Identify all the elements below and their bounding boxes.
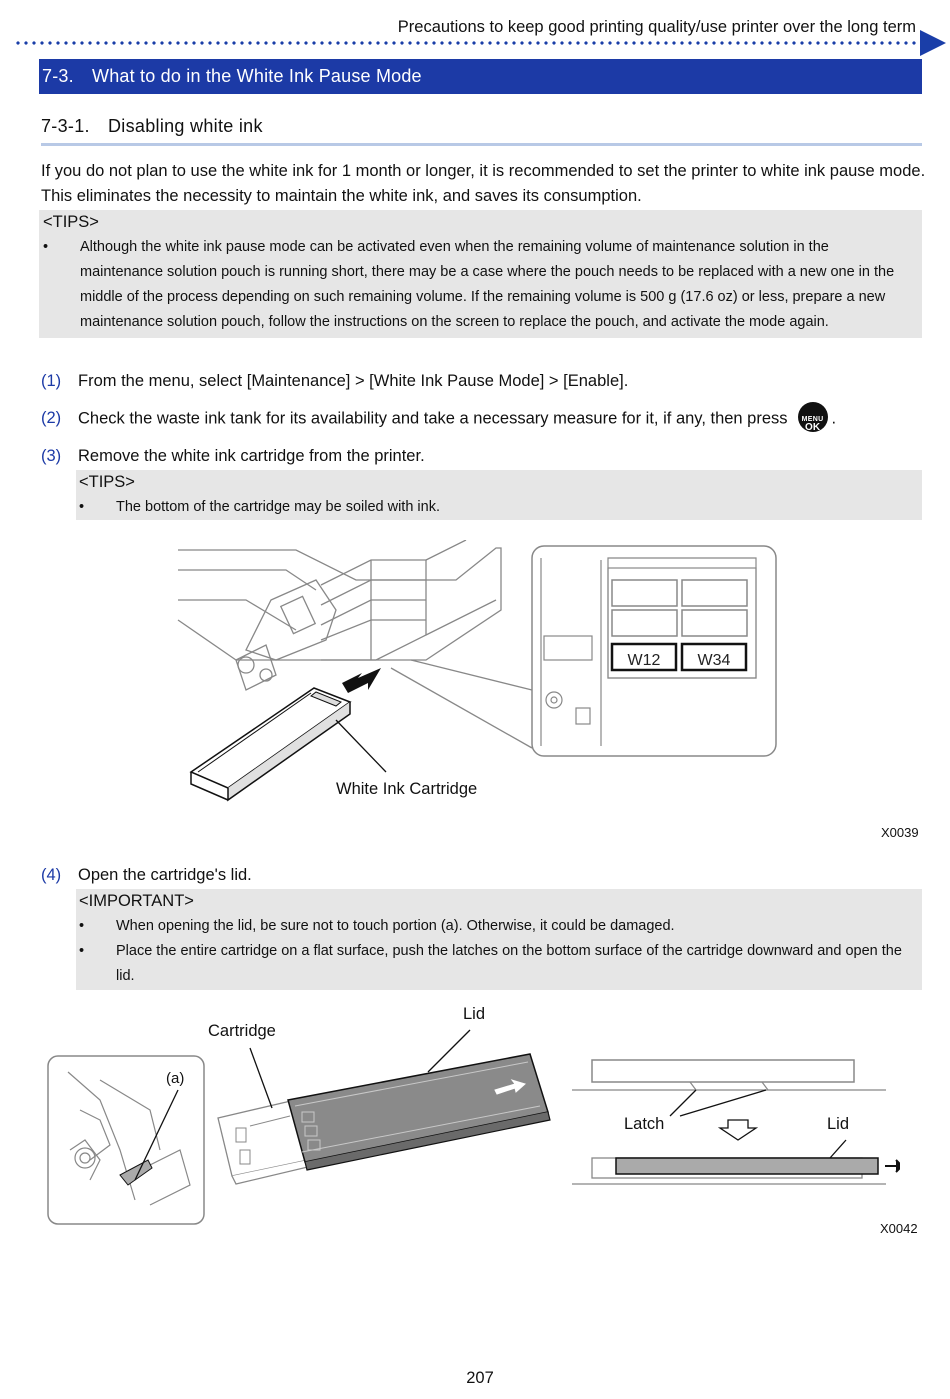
slot-label-w12: W12 [627,652,661,669]
slot-label-w34: W34 [697,652,731,669]
running-header: Precautions to keep good printing quality/use printer over the long term [397,18,916,36]
tips-title: <TIPS> [79,473,135,491]
step-suffix: . [831,409,837,428]
tips-bullet [43,235,918,335]
important-box [76,889,922,990]
menu-ok-top: MENU [801,416,824,423]
step-number: (4) [41,866,62,884]
header-dotted-rule [14,41,919,45]
step-text: Open the cartridge's lid. [78,866,252,884]
tips-line: The bottom of the cartridge may be soiled with ink. [116,499,440,515]
step-number: (1) [41,372,62,390]
tips-line: maintenance solution pouch, follow the instructions on the screen to replace the pouch, and activate the mode again. [80,314,829,330]
menu-ok-button-icon [798,402,828,432]
tips-line: Although the white ink pause mode can be activated even when the remaining volume of maintenance solution in the [80,239,829,255]
important-line: Place the entire cartridge on a flat surface, push the latches on the bottom surface of the cartridge downward and open the [116,943,902,959]
bullet-icon: • [43,239,49,255]
label-cartridge: Cartridge [208,1022,276,1040]
figure-code: X0039 [881,825,919,840]
section-title: What to do in the White Ink Pause Mode [92,66,422,86]
step-text: Remove the white ink cartridge from the printer. [78,447,425,465]
important-line: When opening the lid, be sure not to touch portion (a). Otherwise, it could be damaged. [116,918,675,934]
step-number: (3) [41,447,62,465]
step-item [41,863,252,888]
bullet-icon: • [79,499,85,515]
tips-box [39,210,922,338]
intro-line: This eliminates the necessity to maintain the white ink, and saves its consumption. [41,187,642,205]
label-lid-side: Lid [827,1115,850,1133]
step-number: (2) [41,409,62,428]
section-heading [39,59,922,94]
page-number: 207 [466,1369,494,1387]
step-item [41,369,628,394]
step-text: Check the waste ink tank for its availability and take a necessary measure for it, if any, then press [78,409,788,428]
figure-code: X0042 [880,1221,918,1236]
tips-bullet [79,495,919,520]
step-item [41,444,425,469]
header-arrow-icon [920,30,946,56]
important-line: lid. [116,968,135,984]
label-latch: Latch [624,1115,665,1133]
cartridge-lid-illustration [40,1000,900,1230]
bullet-icon: • [79,943,85,959]
subsection-title: Disabling white ink [108,116,263,136]
intro-paragraph [41,159,931,209]
tips-box [76,470,922,520]
label-portion-a: (a) [166,1070,185,1087]
label-lid: Lid [463,1005,486,1023]
intro-line: If you do not plan to use the white ink for 1 month or longer, it is recommended to set the printer to white ink pause mode. [41,162,926,180]
cartridge-removal-illustration [176,540,781,805]
important-bullet [79,939,919,989]
step-text: From the menu, select [Maintenance] > [White Ink Pause Mode] > [Enable]. [78,372,629,390]
subsection-heading [41,116,922,146]
section-number: 7-3. [42,66,74,86]
subsection-number: 7-3-1. [41,116,90,136]
figure-caption: White Ink Cartridge [336,780,478,798]
important-bullet [79,914,919,939]
bullet-icon: • [79,918,85,934]
important-title: <IMPORTANT> [79,892,194,910]
tips-title: <TIPS> [43,213,99,231]
menu-ok-bottom: OK [805,422,821,433]
tips-line: middle of the process depending on such remaining volume. If the remaining volume is 500 g (17.6 oz) or less, prepare a new [80,289,886,305]
step-item [41,404,836,434]
tips-line: maintenance solution pouch is running short, there may be a case where the pouch needs to be replaced with a new one in the [80,264,895,280]
